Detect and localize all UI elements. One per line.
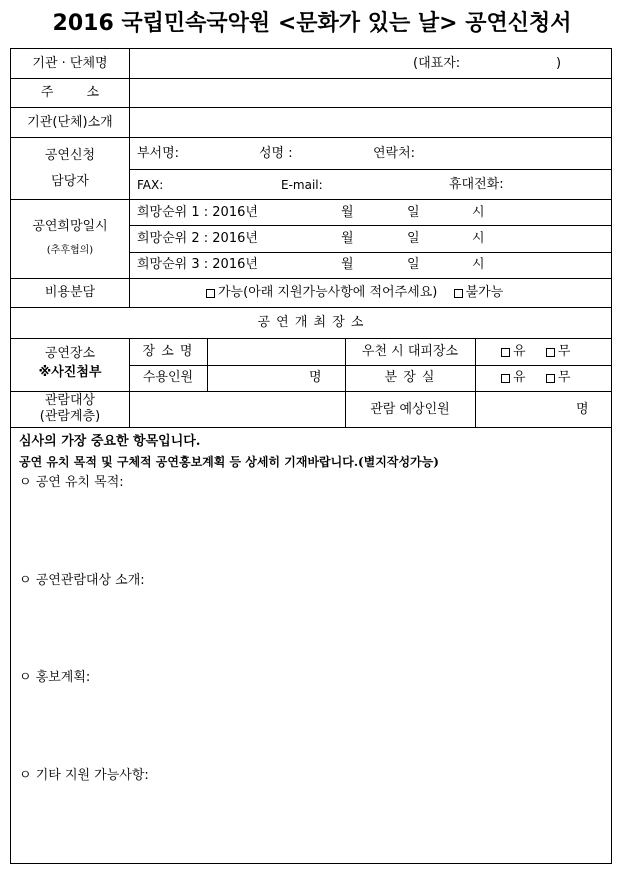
checkbox[interactable] (206, 289, 215, 298)
section-other-support: ㅇ 기타 지원 가능사항: (19, 768, 149, 783)
dressing-yes-option[interactable] (501, 370, 526, 386)
dressing-no-option[interactable] (546, 370, 571, 386)
contact-label-2: 담당자 (51, 174, 89, 189)
checkbox[interactable] (454, 289, 463, 298)
expected-label: 관람 예상인원 (370, 402, 450, 417)
date-label: 공연희망일시 (32, 219, 108, 234)
cost-label: 비용분담 (44, 285, 96, 300)
date-pref-rank: 희망순위 2 : 2016년 (137, 231, 258, 246)
date-pref-hour: 시 (472, 257, 485, 272)
fax-label: FAX: (137, 178, 164, 192)
date-pref-hour: 시 (472, 231, 485, 246)
cost-impossible-text: 불가능 (465, 285, 504, 300)
intro-label: 기관(단체)소개 (27, 115, 113, 130)
rain-yes-option[interactable] (501, 344, 526, 360)
place-label: 장 소 명 (142, 344, 194, 359)
note-line-2: 공연 유치 목적 및 구체적 공연홍보계획 등 상세히 기재바랍니다.(별지작성가능) (19, 455, 439, 469)
cost-impossible-option[interactable] (454, 285, 504, 301)
address-label: 주 소 (40, 85, 100, 100)
expected-unit: 명 (576, 402, 589, 417)
application-form (10, 48, 612, 864)
cost-possible-text: 가능(아래 지원가능사항에 적어주세요) (218, 285, 438, 300)
section-promotion: ㅇ 홍보계획: (19, 670, 91, 685)
mobile-label: 휴대전화: (449, 177, 504, 192)
checkbox[interactable] (546, 374, 555, 383)
representative-close: ) (556, 56, 562, 71)
date-pref-month: 월 (341, 257, 354, 272)
date-pref-day: 일 (407, 257, 420, 272)
no-text: 무 (557, 370, 571, 385)
audience-label: 관람대상 (44, 393, 96, 408)
capacity-label: 수용인원 (142, 370, 194, 385)
date-pref-day: 일 (407, 231, 420, 246)
photo-note: ※사진첨부 (38, 365, 102, 380)
checkbox[interactable] (501, 348, 510, 357)
cost-options (206, 285, 503, 303)
name-label: 성명 : (259, 146, 293, 161)
section-audience: ㅇ 공연관람대상 소개: (19, 573, 145, 588)
checkbox[interactable] (501, 374, 510, 383)
yes-text: 유 (513, 344, 526, 359)
section-purpose: ㅇ 공연 유치 목적: (19, 475, 124, 490)
date-note: (추후협의) (46, 245, 94, 256)
venue-header: 공 연 개 최 장 소 (257, 315, 365, 330)
form-title: 2016 국립민속국악원 <문화가 있는 날> 공연신청서 (52, 11, 572, 36)
note-line-1: 심사의 가장 중요한 항목입니다. (19, 434, 201, 449)
venue-label: 공연장소 (44, 346, 96, 361)
rain-no-option[interactable] (546, 344, 571, 360)
department-label: 부서명: (137, 146, 180, 161)
phone-label: 연락처: (373, 146, 416, 161)
cost-possible-option[interactable] (206, 285, 437, 301)
no-text: 무 (557, 344, 571, 359)
representative-label: (대표자: (413, 56, 461, 71)
rain-label: 우천 시 대피장소 (361, 344, 459, 359)
date-pref-month: 월 (341, 205, 354, 220)
email-label: E-mail: (281, 178, 323, 192)
institution-label: 기관 · 단체명 (32, 56, 108, 71)
date-pref-rank: 희망순위 1 : 2016년 (137, 205, 258, 220)
audience-label-2: (관람계층) (39, 409, 101, 424)
date-pref-day: 일 (407, 205, 420, 220)
date-pref-month: 월 (341, 231, 354, 246)
dressing-options (501, 370, 570, 388)
date-pref-rank: 희망순위 3 : 2016년 (137, 257, 258, 272)
capacity-unit: 명 (309, 370, 322, 385)
yes-text: 유 (513, 370, 526, 385)
contact-label: 공연신청 (44, 148, 96, 163)
rain-options (501, 344, 570, 362)
checkbox[interactable] (546, 348, 555, 357)
date-pref-hour: 시 (472, 205, 485, 220)
dressing-label: 분 장 실 (384, 370, 436, 385)
